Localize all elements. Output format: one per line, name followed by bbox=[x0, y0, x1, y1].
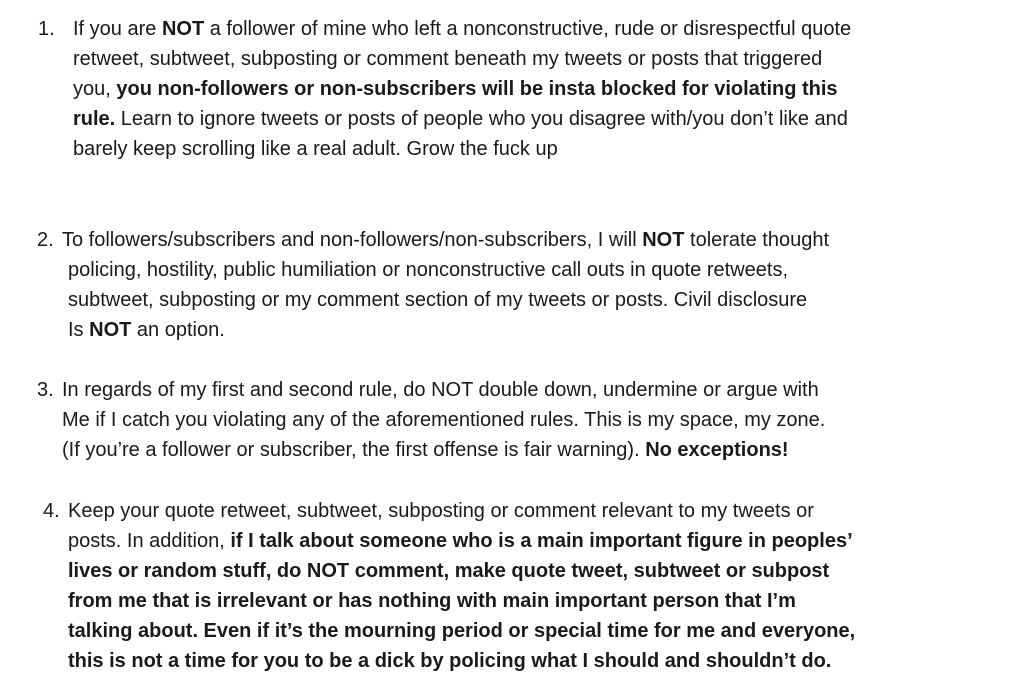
rule-line: retweet, subtweet, subposting or comment beneath my tweets or posts that triggered bbox=[73, 48, 823, 70]
rule-4 bbox=[0, 496, 855, 676]
rule-line: barely keep scrolling like a real adult. Grow the fuck up bbox=[73, 138, 558, 160]
rule-1 bbox=[0, 14, 851, 164]
rule-line: from me that is irrelevant or has nothing with main important person that I’m bbox=[68, 590, 796, 612]
rule-3 bbox=[0, 375, 825, 465]
rule-line: Is NOT an option. bbox=[68, 319, 225, 341]
rule-line: you, you non-followers or non-subscribers will be insta blocked for violating this bbox=[73, 78, 838, 100]
rule-line: subtweet, subposting or my comment section of my tweets or posts. Civil disclosure bbox=[68, 289, 808, 311]
rule-line: (If you’re a follower or subscriber, the first offense is fair warning). No exceptions! bbox=[62, 439, 789, 461]
rule-line: Keep your quote retweet, subtweet, subposting or comment relevant to my tweets or bbox=[68, 500, 814, 522]
rule-line: If you are NOT a follower of mine who left a nonconstructive, rude or disrespectful quote bbox=[73, 18, 852, 40]
rule-line: posts. In addition, if I talk about someone who is a main important figure in peoples’ bbox=[68, 530, 853, 552]
rule-line: this is not a time for you to be a dick by policing what I should and shouldn’t do. bbox=[68, 650, 832, 672]
rule-line: lives or random stuff, do NOT comment, make quote tweet, subtweet or subpost bbox=[68, 560, 830, 582]
rule-number: 1. bbox=[38, 18, 55, 40]
rule-line: To followers/subscribers and non-followers/non-subscribers, I will NOT tolerate thought bbox=[62, 229, 830, 251]
rule-line: policing, hostility, public humiliation or nonconstructive call outs in quote retweets, bbox=[68, 259, 788, 281]
rule-line: talking about. Even if it’s the mourning period or special time for me and everyone, bbox=[68, 620, 856, 642]
rule-number: 4. bbox=[43, 500, 60, 522]
rule-number: 2. bbox=[37, 229, 54, 251]
rule-line: rule. Learn to ignore tweets or posts of people who you disagree with/you don’t like and bbox=[73, 108, 848, 130]
rule-number: 3. bbox=[37, 379, 54, 401]
rule-line: In regards of my first and second rule, do NOT double down, undermine or argue with bbox=[62, 379, 819, 401]
rule-line: Me if I catch you violating any of the aforementioned rules. This is my space, my zone. bbox=[62, 409, 826, 431]
rule-2 bbox=[0, 225, 829, 345]
